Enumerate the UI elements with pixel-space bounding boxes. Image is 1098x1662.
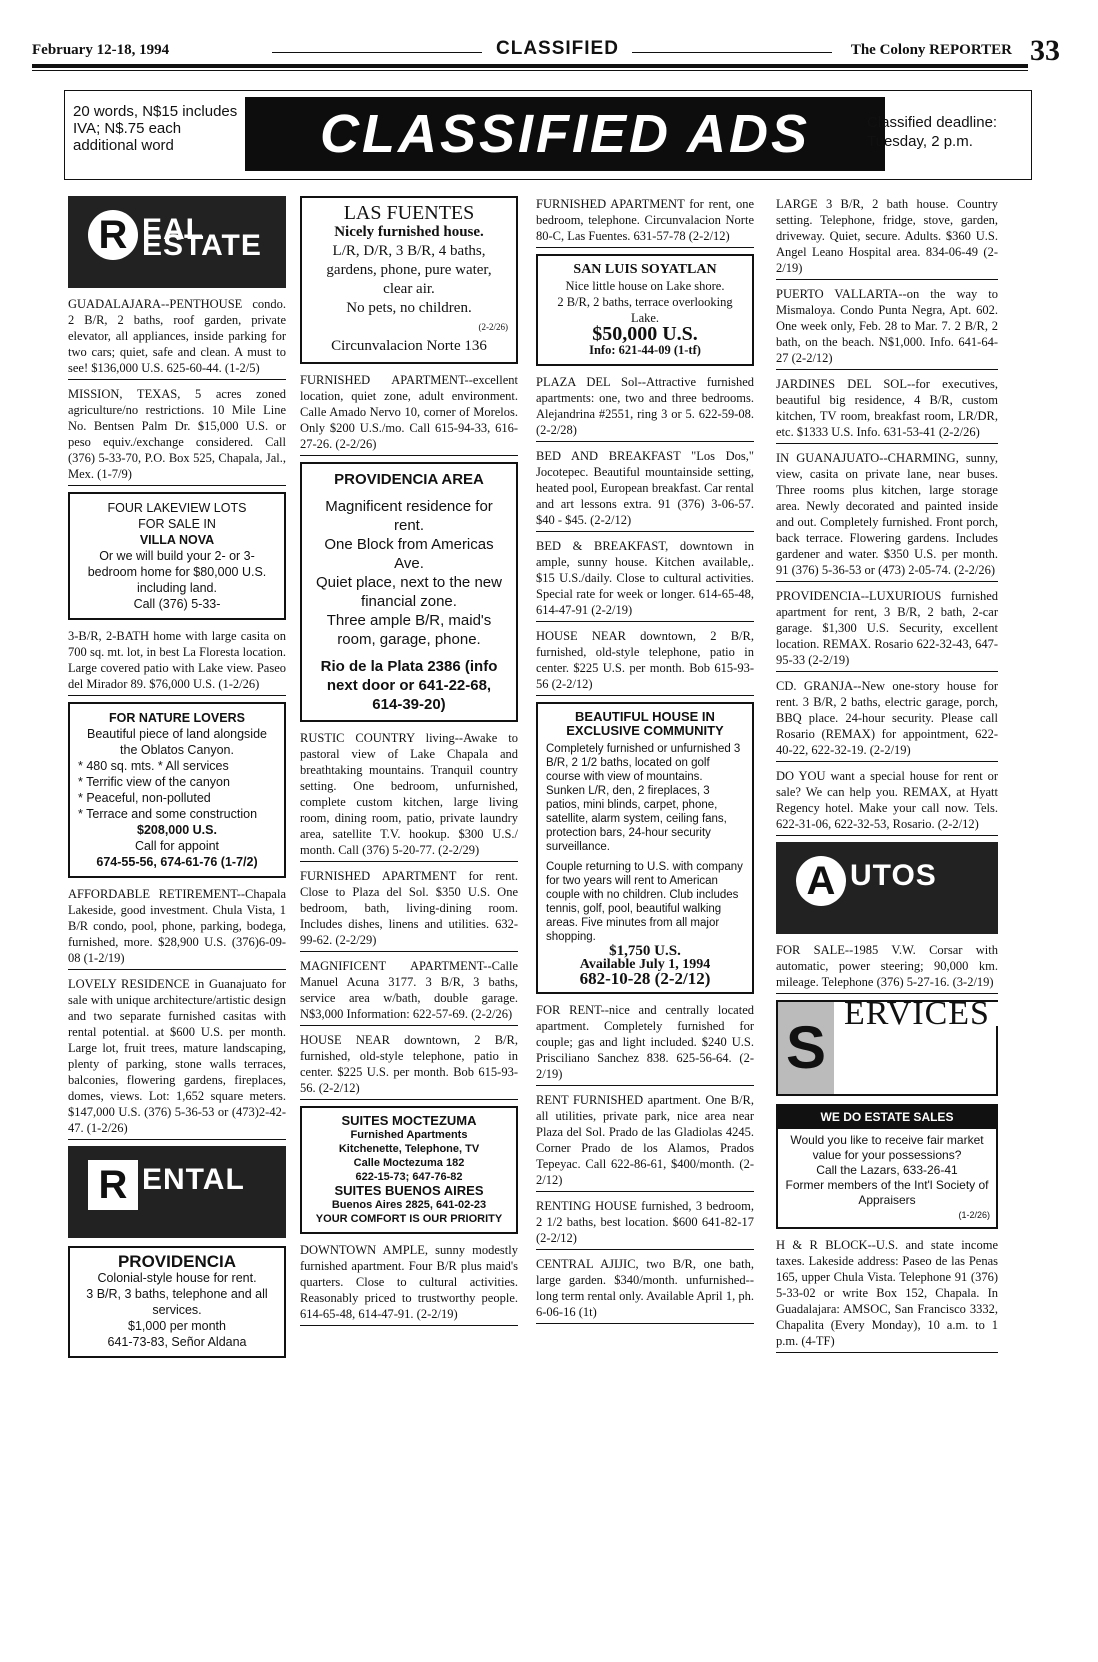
las-fuentes-l1: L/R, D/R, 3 B/R, 4 baths, gardens, phone, pure water, clear air. [326, 243, 492, 297]
ad-jardines-del-sol: JARDINES DEL SOL--for executives, beautiful big residence, 4 B/R, custom kitchen, TV room, breakfast room, LR/DR, etc. $1333 U.S. Info. 631-53-41 (2-2/26) [776, 376, 998, 444]
rates-text: 20 words, N$15 includes IVA; N$.75 each additional word [73, 103, 238, 154]
nature-l6: Call for appoint [134, 839, 220, 853]
real-estate-header [68, 196, 286, 288]
providencia-title: PROVIDENCIA [117, 1252, 237, 1271]
lakeview-lots-box [68, 492, 286, 620]
suites-l1: Furnished Apartments [350, 1129, 468, 1141]
providencia-area-box [300, 462, 518, 722]
providencia-l4: 641-73-83, Señor Aldana [107, 1335, 247, 1349]
providencia-l3: $1,000 per month [128, 1319, 226, 1333]
estate-code: (1-2/26) [958, 1210, 990, 1220]
ad-guadalajara-penthouse: GUADALAJARA--PENTHOUSE condo. 2 B/R, 2 baths, roof garden, private elevator, all appliances, inside parking for two cars; quiet, safe and clean. A must to see! $136,000 U.S. 625-60-44. (1-2/5) [68, 296, 286, 380]
real-estate-letter: R [88, 210, 138, 260]
prov-area-l5: Rio de la Plata 2386 (info next door or 641-22-68, 614-39-20) [320, 658, 498, 713]
section-title: CLASSIFIED [496, 38, 619, 59]
ad-furnished-apartment-1: FURNISHED APARTMENT--excellent location, quiet zone, adult environment. Calle Amado Nervo 10, corner of Morelos. Only $200 U.S./mo. Call 615-94-33, 616-27-26. (2-2/26) [300, 372, 518, 456]
beautiful-house-box [536, 702, 754, 994]
nature-l2: * 480 sq. mts. * All services [78, 759, 229, 773]
lakeview-l5: Call (376) 5-33- [133, 597, 221, 611]
beautiful-phone: 682-10-28 (2-2/12) [579, 969, 711, 988]
column-4 [776, 196, 998, 1359]
ad-3br-2bath: 3-B/R, 2-BATH home with large casita on 700 sq. mt. lot, in best La Floresta location. Large covered patio with Lake view. Paseo del Mirador 89. $76,000 U.S. (1-2/26) [68, 628, 286, 696]
autos-letter: A [796, 856, 846, 906]
beautiful-price: $1,750 U.S. [609, 943, 681, 959]
beautiful-l2: Couple returning to U.S. with company for two years will rent to American couple with no children. Club includes tennis, golf, pool, beautiful walking areas. Five minutes from all major shopping. [546, 861, 743, 943]
ad-do-you-want: DO YOU want a special house for rent or sale? We can help you. REMAX, at Hyatt Regency hotel. Make your call now. Tels. 622-31-06, 622-32-53, Rosario. (2-2/12) [776, 768, 998, 836]
san-luis-box [536, 254, 754, 366]
providencia-l2: 3 B/R, 3 baths, telephone and all services. [86, 1287, 268, 1317]
header-line-left [272, 52, 482, 53]
publication-name: The Colony REPORTER [850, 42, 1012, 58]
ad-providencia-luxurious: PROVIDENCIA--LUXURIOUS furnished apartment for rent, 3 B/R, 2 bath, 2-car garage. $1,300 U.S. Security, excellent location. REMAX. Rosario 622-32-43, 647-95-33 (2-2/19) [776, 588, 998, 672]
nature-l3: * Terrific view of the canyon [78, 775, 230, 789]
column-2 [300, 196, 518, 1332]
suites-l6: YOUR COMFORT IS OUR PRIORITY [315, 1213, 503, 1225]
lakeview-l2: FOR SALE IN [138, 517, 216, 531]
column-3 [536, 196, 754, 1330]
deadline-text: Classified deadline: Tuesday, 2 p.m. [867, 114, 998, 150]
beautiful-title: BEAUTIFUL HOUSE IN EXCLUSIVE COMMUNITY [566, 709, 724, 738]
las-fuentes-subtitle: Nicely furnished house. [334, 224, 484, 240]
beautiful-avail: Available July 1, 1994 [579, 957, 711, 972]
ad-central-ajijic: CENTRAL AJIJIC, two B/R, one bath, large garden. $340/month. unfurnished--long term rental only. Available April 1, ph. 6-06-16 (1t) [536, 1256, 754, 1324]
ad-renting-house: RENTING HOUSE furnished, 3 bedroom, 2 1/2 baths, best location. $600 641-82-17 (2-2/12) [536, 1198, 754, 1250]
ad-lovely-residence: LOVELY RESIDENCE in Guanajuato for sale with unique architecture/artistic design and two separate furnished casitas with rental potential. at $600 U.S. per month. Large lot, fruit trees, mature landscaping, plenty of parking, stone walls terraces, balconies, flowering gardens, fireplaces, domes, views. Lot: 1,652 square meters. $147,000 U.S. (376) 5-36-53 or (473)2-42-47. (1-2/26) [68, 976, 286, 1140]
san-luis-l1: Nice little house on Lake shore. [565, 279, 725, 293]
ad-puerto-vallarta: PUERTO VALLARTA--on the way to Mismaloya. Condo Punta Negra, Apt. 602. One week only, Feb. 28 to Mar. 7. 2 B/R, 2 bath, on the beach. N$1,000. Info. 641-64-27 (2-2/12) [776, 286, 998, 370]
beautiful-l1: Completely furnished or unfurnished 3 B/R, 2 1/2 baths, located on golf course with view of mountains. Sunken L/R, den, 2 fireplaces, 3 patios, mini blinds, carpet, phone, satellite, alarm system, ceiling fans, protection bars, 24-hour security surveillance. [546, 743, 741, 853]
services-letter: S [778, 1002, 834, 1094]
lakeview-l4: Or we will build your 2- or 3-bedroom home for $80,000 U.S. including land. [87, 549, 267, 595]
las-fuentes-box [300, 196, 518, 364]
ad-furnished-apartment-3: FURNISHED APARTMENT for rent, one bedroom, telephone. Circunvalacion Norte 80-C, Las Fuentes. 631-57-78 (2-2/12) [536, 196, 754, 248]
ad-affordable-retirement: AFFORDABLE RETIREMENT--Chapala Lakeside, good investment. Chula Vista, 1 B/R condo, pool, phone, parking, bodega, furnished, more. $28,900 U.S. (376)6-09-08 (1-2/19) [68, 886, 286, 970]
column-1 [68, 196, 286, 1366]
ad-magnificent-apartment: MAGNIFICENT APARTMENT--Calle Manuel Acuna 3177. 3 B/R, 3 baths, service area w/bath, double garage. N$3,000 Information: 622-57-69. (2-2/26) [300, 958, 518, 1026]
ad-in-guanajuato: IN GUANAJUATO--CHARMING, sunny, view, casita on private lane, near buses. Three rooms plus kitchen, large storage area. Newly decorated and painted inside and out. Completely furnished. Front porch, back terrace. Flowering gardens. Includes gardener and water. $350 U.S. per month. 91 (376) 5-36-53 or (473) 2-05-74. (2-2/26) [776, 450, 998, 582]
suites-title: SUITES MOCTEZUMA [341, 1113, 477, 1128]
header-rule [32, 64, 1028, 68]
nature-lovers-box [68, 702, 286, 878]
rental-word: ENTAL [142, 1163, 245, 1196]
estate-l1: Would you like to receive fair market value for your possessions? [790, 1133, 984, 1162]
nature-price: $208,000 U.S. [137, 823, 217, 837]
ad-house-near-downtown: HOUSE NEAR downtown, 2 B/R, furnished, old-style telephone, patio in center. $225 U.S. per month. Bob 615-93-56. (2-2/12) [300, 1032, 518, 1100]
ad-for-rent: FOR RENT--nice and centrally located apartment. Completely furnished for couple; gas and light included. $240 U.S. Prisciliano Sanchez 838. 625-56-64. (2-2/19) [536, 1002, 754, 1086]
ad-large-3br: LARGE 3 B/R, 2 bath house. Country setting. Telephone, fridge, stove, garden, driveway. Quiet, secure. Adults. $360 U.S. Angel Leano Hospital area. 834-06-49 (2-2/19) [776, 196, 998, 280]
header-rule-thin [32, 70, 1028, 71]
ad-downtown-ample: DOWNTOWN AMPLE, sunny modestly furnished apartment. Four B/R plus maid's quarters. Close to cultural activities. Reasonably priced to trustworthy people. 614-65-48, 614-47-91. (2-2/19) [300, 1242, 518, 1326]
prov-area-l3: Quiet place, next to the new financial zone. [316, 574, 502, 610]
prov-area-l4: Three ample B/R, maid's room, garage, phone. [326, 612, 492, 648]
suites-l3: Calle Moctezuma 182 [353, 1157, 465, 1169]
san-luis-price: $50,000 U.S. [592, 323, 698, 345]
lakeview-l3: VILLA NOVA [139, 533, 215, 547]
las-fuentes-title: LAS FUENTES [343, 202, 475, 224]
ad-rustic-country: RUSTIC COUNTRY living--Awake to pastoral view of Lake Chapala and breathtaking mountains. Tranquil country setting. One bedroom, unfurnished, complete custom kitchen, large living room, dining room, patio, private laundry area, satellite T.V. hookup. $300 U.S./ month. Call (376) 5-20-77. (2-2/29) [300, 730, 518, 862]
suites-box [300, 1106, 518, 1234]
ad-for-sale-vw: FOR SALE--1985 V.W. Corsar with automatic, power steering; 90,000 km. mileage. Telephone (376) 5-27-16. (3-2/19) [776, 942, 998, 994]
prov-area-title: PROVIDENCIA AREA [334, 471, 484, 488]
san-luis-title: SAN LUIS SOYATLAN [573, 262, 717, 277]
estate-title: WE DO ESTATE SALES [778, 1106, 996, 1129]
ad-house-near-downtown-2: HOUSE NEAR downtown, 2 B/R, furnished, old-style telephone, patio in center. $225 U.S. per month. Bob 615-93-56 (2-2/12) [536, 628, 754, 696]
rental-letter: R [88, 1160, 138, 1210]
autos-header [776, 842, 998, 934]
ad-furnished-apartment-2: FURNISHED APARTMENT for rent. Close to Plaza del Sol. $350 U.S. One bedroom, bath, living-dining room. Includes dishes, linens and utilities. 632-99-62. (2-2/29) [300, 868, 518, 952]
lakeview-l1: FOUR LAKEVIEW LOTS [107, 501, 247, 515]
providencia-box [68, 1246, 286, 1358]
prov-area-l2: One Block from Americas Ave. [324, 536, 494, 572]
san-luis-info: Info: 621-44-09 (1-tf) [589, 343, 701, 357]
san-luis-l2: 2 B/R, 2 baths, terrace overlooking Lake. [557, 295, 733, 325]
services-word: ERVICES [836, 1002, 998, 1026]
rental-header [68, 1146, 286, 1238]
ad-plaza-del-sol: PLAZA DEL Sol--Attractive furnished apartments: one, two and three bedrooms. Alejandrina #2551, ring 3 or 5. 622-59-08. (2-2/28) [536, 374, 754, 442]
las-fuentes-code: (2-2/26) [478, 322, 508, 332]
suites-title-2: SUITES BUENOS AIRES [334, 1183, 484, 1198]
ad-h-r-block: H & R BLOCK--U.S. and state income taxes. Lakeside address: Paseo de las Penas 165, upper Chula Vista. Telephone 91 (376) 5-33-02 or write Box 152, Chapala. In Guadalajara: AMSOC, San Francisco 3332, Chapalita (Every Monday), 10 a.m. to 1 p.m. (4-TF) [776, 1237, 998, 1353]
nature-title: FOR NATURE LOVERS [109, 711, 245, 725]
issue-date: February 12-18, 1994 [32, 42, 170, 58]
autos-word: UTOS [850, 859, 937, 892]
suites-l2: Kitchenette, Telephone, TV [338, 1143, 480, 1155]
nature-l5: * Terrace and some construction [78, 807, 258, 821]
ad-bed-breakfast-downtown: BED & BREAKFAST, downtown in ample, sunny house. Kitchen available,. $15 U.S./daily. Close to cultural activities. Special rate for week or longer. 614-65-48, 614-47-91 (2-2/19) [536, 538, 754, 622]
ad-bed-and-breakfast: BED AND BREAKFAST "Los Dos," Jocotepec. Beautiful mountainside setting, heated pool, European breakfast. Car rental and art lessons extra. 91 (376) 3-06-57. $40 - $45. (2-2/12) [536, 448, 754, 532]
header-line-right [632, 52, 832, 53]
estate-sales-box [776, 1104, 998, 1229]
las-fuentes-l2: No pets, no children. [346, 300, 472, 316]
estate-l3: Former members of the Int'l Society of Appraisers [785, 1178, 989, 1207]
suites-l5: Buenos Aires 2825, 641-02-23 [331, 1199, 487, 1211]
ad-rent-furnished: RENT FURNISHED apartment. One B/R, all utilities, private park, nice area near Plaza del Sol. Prado de las Gladiolas 4245. Corner Prado de los Alamos, Prados Tepeyac. Call 622-86-61, $400/month. (2-2/12) [536, 1092, 754, 1192]
prov-area-l1: Magnificent residence for rent. [325, 498, 493, 534]
services-header [776, 995, 998, 1096]
ad-mission-texas: MISSION, TEXAS, 5 acres zoned agriculture/no restrictions. 10 Mile Line No. Bentsen Palm Dr. $15,000 U.S. or peso equiv./exchange considered. Call (376) 5-33-70, P.O. Box 525, Chapala, Jal., Mex. (1-7/9) [68, 386, 286, 486]
page-header [32, 34, 1070, 67]
providencia-l1: Colonial-style house for rent. [97, 1271, 257, 1285]
real-estate-word: EAL ESTATE [142, 213, 262, 262]
banner-title: CLASSIFIED ADS [245, 97, 885, 171]
nature-l1: Beautiful piece of land alongside the Oblatos Canyon. [87, 727, 267, 757]
nature-l4: * Peaceful, non-polluted [78, 791, 211, 805]
page-number: 33 [1030, 34, 1060, 67]
suites-l4: 622-15-73; 647-76-82 [355, 1171, 463, 1183]
nature-phone: 674-55-56, 674-61-76 (1-7/2) [96, 855, 258, 869]
estate-l2: Call the Lazars, 633-26-41 [816, 1163, 958, 1177]
las-fuentes-l3: Circunvalacion Norte 136 [331, 338, 487, 354]
classified-banner [64, 90, 1032, 180]
ad-cd-granja: CD. GRANJA--New one-story house for rent. 3 B/R, 2 baths, electric garage, porch, BBQ place. 24-hour security. Please call Rosario (REMAX) for appointment, 622-40-22, 622-32-19. (2-2/19) [776, 678, 998, 762]
